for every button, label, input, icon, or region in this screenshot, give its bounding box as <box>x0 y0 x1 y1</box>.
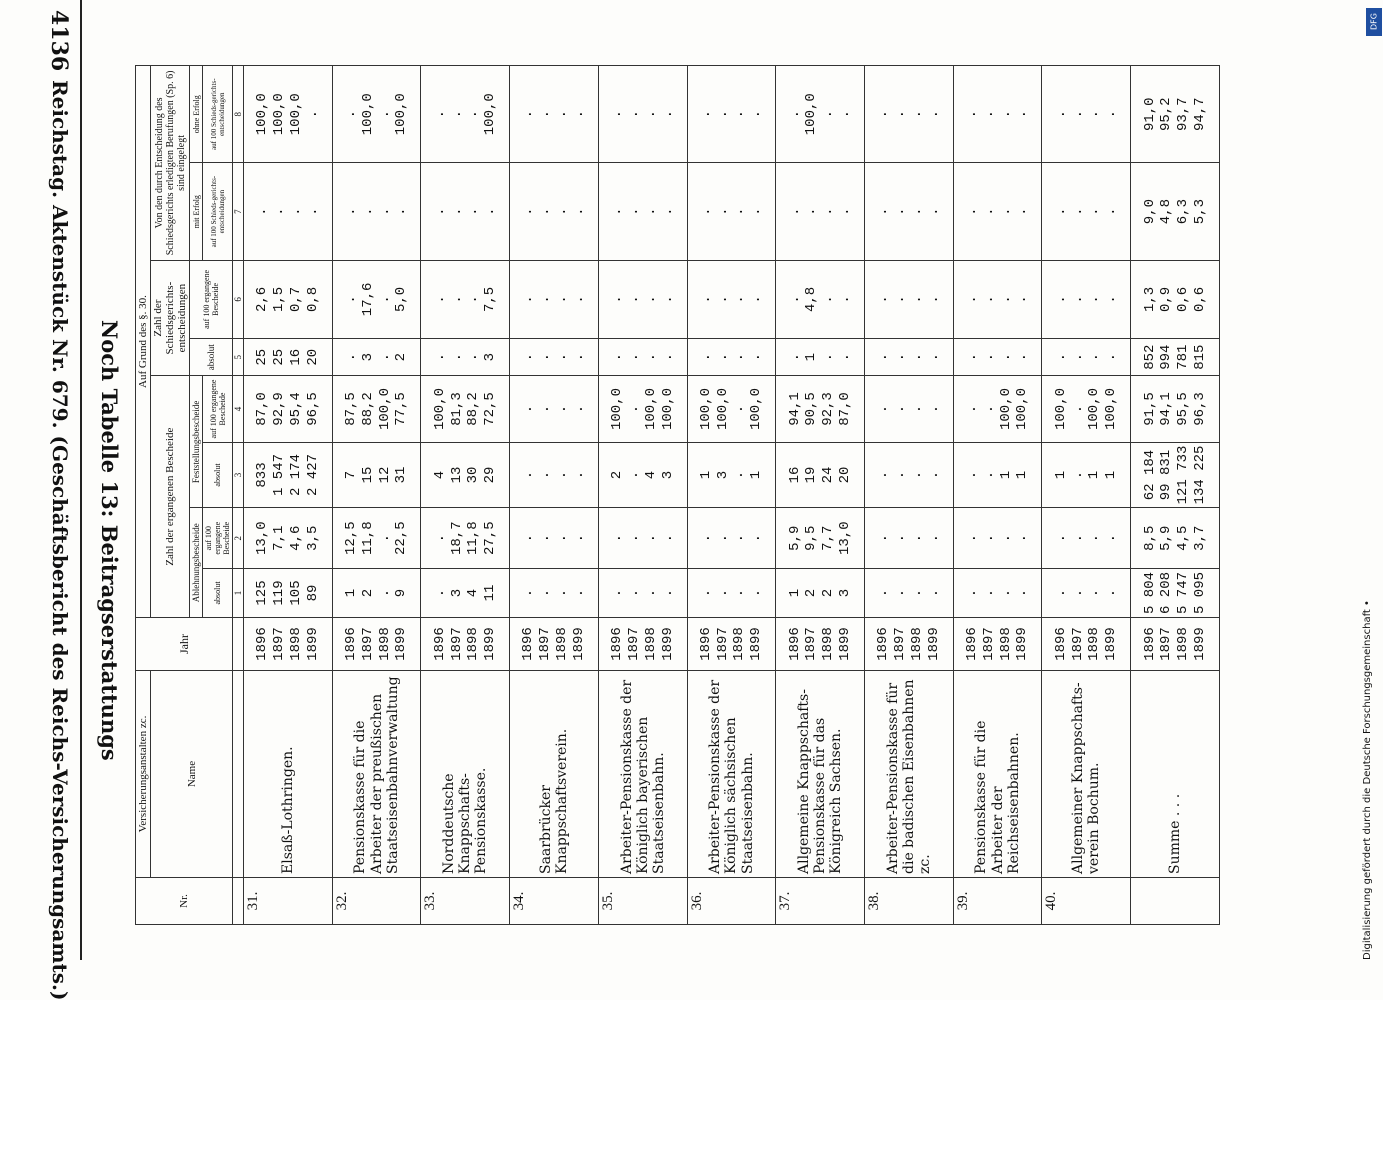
schied-absolut-values: . . . . <box>1042 338 1131 375</box>
col-header-mit-auf100: auf 100 Schieds-gerichts-entscheidungen <box>203 163 233 260</box>
mit-erfolg-values: . . . . <box>332 163 421 260</box>
institution-name: Elsaß-Lothringen. <box>244 671 333 878</box>
abl-auf100-values: 8,5 5,9 4,5 3,7 <box>1131 508 1220 569</box>
mit-erfolg-values: 9,0 4,8 6,3 5,3 <box>1131 163 1220 260</box>
schied-auf100-values: . . . . <box>598 260 687 338</box>
abl-auf100-values: . . . . <box>510 508 599 569</box>
col-header-berufungen: Von den durch Entscheidung des Schiedsgerichts erledigten Berufungen (Sp. 6) sind eingelegt <box>151 66 190 261</box>
ohne-erfolg-values: 91,0 95,2 93,7 94,7 <box>1131 66 1220 163</box>
year-list: 1896 1897 1898 1899 <box>332 618 421 671</box>
mit-erfolg-values: . . . . <box>510 163 599 260</box>
fest-absolut-values: 62 184 99 831 121 733 134 225 <box>1131 442 1220 508</box>
schied-absolut-values: . . . . <box>953 338 1042 375</box>
ohne-erfolg-values: . . . . <box>953 66 1042 163</box>
schied-auf100-values: . . . . <box>865 260 954 338</box>
row-number: 39. <box>953 878 1042 925</box>
table-subtitle: Noch Tabelle 13: Beitragserstattungs <box>97 320 122 761</box>
schied-absolut-values: . 1 . . <box>776 338 865 375</box>
row-number: 31. <box>244 878 333 925</box>
table-row <box>332 66 421 925</box>
fest-absolut-values: 4 13 30 29 <box>421 442 510 508</box>
abl-absolut-values: . . . . <box>510 568 599 617</box>
institution-name: Summe . . . <box>1131 671 1220 878</box>
institution-name: Arbeiter-Pensionskasse für die badischen Eisenbahnen zc. <box>865 671 954 878</box>
abl-auf100-values: . . . . <box>598 508 687 569</box>
table-row <box>953 66 1042 925</box>
mit-erfolg-values: . . . . <box>687 163 776 260</box>
col-header-fest-absolut: absolut <box>203 442 233 508</box>
fest-absolut-values: 2 . 4 3 <box>598 442 687 508</box>
fest-auf100-values: . . 100,0 100,0 <box>953 376 1042 442</box>
ohne-erfolg-values: . . . . <box>1042 66 1131 163</box>
schied-absolut-values: . . . . <box>598 338 687 375</box>
schied-auf100-values: . . . 7,5 <box>421 260 510 338</box>
year-list: 1896 1897 1898 1899 <box>598 618 687 671</box>
col-header-anstalt: Versicherungsanstalten zc. <box>136 671 151 878</box>
institution-name: Allgemeine Knappschafts-Pensionskasse für das Königreich Sachsen. <box>776 671 865 878</box>
col-header-ohne-auf100: auf 100 Schieds-gerichts-entscheidungen <box>203 66 233 163</box>
schied-auf100-values: . 17,6 . 5,0 <box>332 260 421 338</box>
table-row <box>244 66 333 925</box>
ohne-erfolg-values: . . . 100,0 <box>421 66 510 163</box>
col-header-fest-auf100: auf 100 ergangene Bescheide <box>203 376 233 442</box>
table-row <box>421 66 510 925</box>
table-row <box>1131 66 1220 925</box>
abl-absolut-values: . . . . <box>953 568 1042 617</box>
abl-auf100-values: . 18,7 11,8 27,5 <box>421 508 510 569</box>
page-number: 4136 <box>46 10 72 72</box>
schied-absolut-values: . . . . <box>687 338 776 375</box>
mit-erfolg-values: . . . . <box>421 163 510 260</box>
col-header-abl-absolut: absolut <box>203 568 233 617</box>
year-list: 1896 1897 1898 1899 <box>421 618 510 671</box>
fest-absolut-values: 7 15 12 31 <box>332 442 421 508</box>
col-header-bescheide: Zahl der ergangenen Bescheide <box>151 376 190 618</box>
year-list: 1896 1897 1898 1899 <box>687 618 776 671</box>
row-number: 35. <box>598 878 687 925</box>
ohne-erfolg-values: . 100,0 . 100,0 <box>332 66 421 163</box>
table-row <box>510 66 599 925</box>
schied-auf100-values: 2,6 1,5 0,7 0,8 <box>244 260 333 338</box>
table-row <box>776 66 865 925</box>
schied-auf100-values: . . . . <box>687 260 776 338</box>
col-number: 4 <box>233 376 244 442</box>
mit-erfolg-values: . . . . <box>1042 163 1131 260</box>
schied-absolut-values: . . . . <box>865 338 954 375</box>
col-number: 7 <box>233 163 244 260</box>
fest-auf100-values: 91,5 94,1 95,5 96,3 <box>1131 376 1220 442</box>
institution-name: Pensionskasse für die Arbeiter der preußischen Staatseisenbahnverwaltung <box>332 671 421 878</box>
mit-erfolg-values: . . . . <box>776 163 865 260</box>
col-header-grund: Auf Grund des §. 30. <box>136 66 151 618</box>
col-header-nr: Nr. <box>136 878 233 925</box>
institution-name: Allgemeiner Knappschafts-verein Bochum. <box>1042 671 1131 878</box>
running-title: Reichstag. Aktenstück Nr. 679. (Geschäftsbericht des Reichs-Versicherungsamts.) <box>48 80 72 1001</box>
fest-auf100-values: 100,0 81,3 88,2 72,5 <box>421 376 510 442</box>
col-header-feststellung: Feststellungsbescheide <box>190 376 203 508</box>
row-number: 32. <box>332 878 421 925</box>
institution-name: Norddeutsche Knappschafts-Pensionskasse. <box>421 671 510 878</box>
fest-absolut-values: . . . . <box>865 442 954 508</box>
col-number: 3 <box>233 442 244 508</box>
abl-absolut-values: 1 2 2 3 <box>776 568 865 617</box>
schied-auf100-values: 1,3 0,9 0,6 0,6 <box>1131 260 1220 338</box>
col-number: 6 <box>233 260 244 338</box>
col-header-ohne-erfolg: ohne Erfolg <box>190 66 203 163</box>
col-header-jahr: Jahr <box>136 618 233 671</box>
ohne-erfolg-values: 100,0 100,0 100,0 . <box>244 66 333 163</box>
col-header-mit-erfolg: mit Erfolg <box>190 163 203 260</box>
abl-auf100-values: 13,0 7,1 4,6 3,5 <box>244 508 333 569</box>
institution-name: Arbeiter-Pensionskasse der Königlich sächsischen Staatseisenbahn. <box>687 671 776 878</box>
fest-auf100-values: 100,0 . 100,0 100,0 <box>1042 376 1131 442</box>
institution-name: Saarbrücker Knappschaftsverein. <box>510 671 599 878</box>
col-header-schied: Zahl der Schiedsgerichts-entscheidungen <box>151 260 190 376</box>
abl-auf100-values: 5,9 9,5 7,7 13,0 <box>776 508 865 569</box>
table-row <box>865 66 954 925</box>
abl-absolut-values: . 3 4 11 <box>421 568 510 617</box>
ohne-erfolg-values: . . . . <box>510 66 599 163</box>
col-number: 1 <box>233 568 244 617</box>
dfg-logo: DFG <box>1366 8 1382 36</box>
fest-absolut-values: 1 3 . 1 <box>687 442 776 508</box>
row-number: 40. <box>1042 878 1131 925</box>
row-number: 38. <box>865 878 954 925</box>
col-header-abl-auf100: auf 100 ergangene Bescheide <box>203 508 233 569</box>
row-number: 34. <box>510 878 599 925</box>
col-header-name: Name <box>151 671 233 878</box>
row-number <box>1131 878 1220 925</box>
abl-absolut-values: 5 804 6 208 5 747 5 095 <box>1131 568 1220 617</box>
abl-auf100-values: . . . . <box>865 508 954 569</box>
abl-auf100-values: . . . . <box>1042 508 1131 569</box>
abl-absolut-values: 1 2 . 9 <box>332 568 421 617</box>
fest-auf100-values: 87,5 88,2 100,0 77,5 <box>332 376 421 442</box>
mit-erfolg-values: . . . . <box>244 163 333 260</box>
fest-auf100-values: 100,0 100,0 . 100,0 <box>687 376 776 442</box>
row-number: 36. <box>687 878 776 925</box>
fest-absolut-values: . . 1 1 <box>953 442 1042 508</box>
fest-auf100-values: 94,1 90,5 92,3 87,0 <box>776 376 865 442</box>
abl-absolut-values: . . . . <box>1042 568 1131 617</box>
year-list: 1896 1897 1898 1899 <box>1042 618 1131 671</box>
year-list: 1896 1897 1898 1899 <box>776 618 865 671</box>
schied-auf100-values: . 4,8 . . <box>776 260 865 338</box>
ohne-erfolg-values: . . . . <box>687 66 776 163</box>
mit-erfolg-values: . . . . <box>953 163 1042 260</box>
table-body <box>244 66 1220 925</box>
year-list: 1896 1897 1898 1899 <box>244 618 333 671</box>
schied-auf100-values: . . . . <box>953 260 1042 338</box>
schied-absolut-values: 852 994 781 815 <box>1131 338 1220 375</box>
table-row <box>1042 66 1131 925</box>
year-list: 1896 1897 1898 1899 <box>1131 618 1220 671</box>
schied-absolut-values: 25 25 16 20 <box>244 338 333 375</box>
mit-erfolg-values: . . . . <box>865 163 954 260</box>
abl-absolut-values: . . . . <box>865 568 954 617</box>
fest-auf100-values: . . . . <box>510 376 599 442</box>
ohne-erfolg-values: . . . . <box>865 66 954 163</box>
col-number: 8 <box>233 66 244 163</box>
abl-absolut-values: 125 119 105 89 <box>244 568 333 617</box>
fest-absolut-values: 833 1 547 2 174 2 427 <box>244 442 333 508</box>
schied-absolut-values: . . . . <box>510 338 599 375</box>
abl-absolut-values: . . . . <box>598 568 687 617</box>
schied-auf100-values: . . . . <box>510 260 599 338</box>
schied-auf100-values: . . . . <box>1042 260 1131 338</box>
fest-auf100-values: . . . . <box>865 376 954 442</box>
col-header-schied-absolut: absolut <box>190 338 233 375</box>
col-number: 2 <box>233 508 244 569</box>
col-number: 5 <box>233 338 244 375</box>
fest-auf100-values: 100,0 . 100,0 100,0 <box>598 376 687 442</box>
year-list: 1896 1897 1898 1899 <box>865 618 954 671</box>
table-row <box>598 66 687 925</box>
fest-absolut-values: 1 . 1 1 <box>1042 442 1131 508</box>
institution-name: Arbeiter-Pensionskasse der Königlich bayerischen Staatseisenbahn. <box>598 671 687 878</box>
fest-absolut-values: . . . . <box>510 442 599 508</box>
abl-auf100-values: 12,5 11,8 . 22,5 <box>332 508 421 569</box>
mit-erfolg-values: . . . . <box>598 163 687 260</box>
col-header-schied-auf100: auf 100 ergangene Bescheide <box>190 260 233 338</box>
table-row <box>687 66 776 925</box>
row-number: 37. <box>776 878 865 925</box>
abl-auf100-values: . . . . <box>687 508 776 569</box>
beitragserstattung-table <box>135 65 1220 925</box>
abl-absolut-values: . . . . <box>687 568 776 617</box>
year-list: 1896 1897 1898 1899 <box>953 618 1042 671</box>
header-rule <box>80 0 82 960</box>
ohne-erfolg-values: . 100,0 . . <box>776 66 865 163</box>
institution-name: Pensionskasse für die Arbeiter der Reichseisenbahnen. <box>953 671 1042 878</box>
year-list: 1896 1897 1898 1899 <box>510 618 599 671</box>
col-header-ablehnung: Ablehnungsbescheide <box>190 508 203 618</box>
schied-absolut-values: . 3 . 2 <box>332 338 421 375</box>
row-number: 33. <box>421 878 510 925</box>
ohne-erfolg-values: . . . . <box>598 66 687 163</box>
schied-absolut-values: . . . 3 <box>421 338 510 375</box>
fest-absolut-values: 16 19 24 20 <box>776 442 865 508</box>
digitization-credit: Digitalisierung gefördert durch die Deutsche Forschungsgemeinschaft • <box>1362 600 1373 960</box>
table-rotation-wrapper <box>135 45 1225 925</box>
abl-auf100-values: . . . . <box>953 508 1042 569</box>
fest-auf100-values: 87,0 92,9 95,4 96,5 <box>244 376 333 442</box>
